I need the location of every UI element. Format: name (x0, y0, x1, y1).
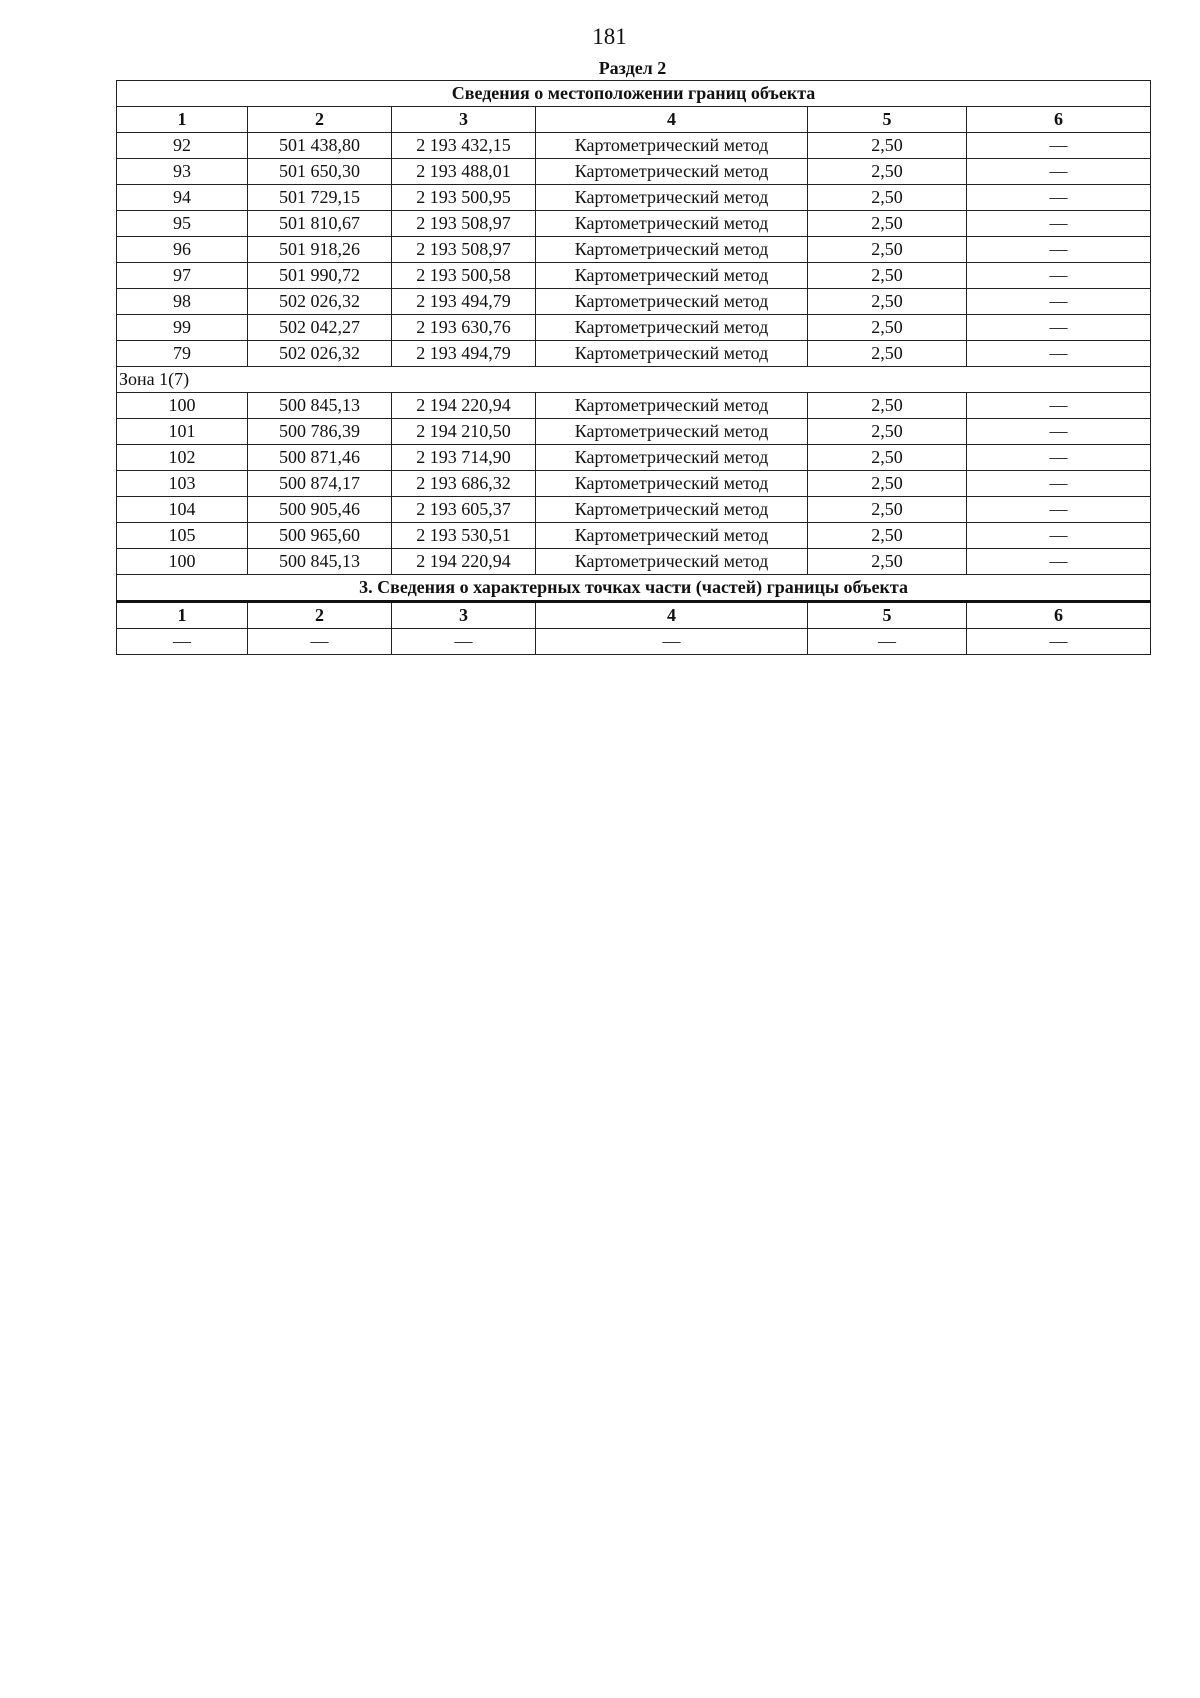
coordinate-y: 2 193 605,37 (392, 497, 536, 523)
empty-value: — (967, 629, 1151, 655)
section-title: Раздел 2 (598, 58, 667, 78)
table-row (117, 549, 1151, 575)
method: Картометрический метод (536, 185, 808, 211)
coordinate-x: 500 845,13 (248, 393, 392, 419)
description: — (967, 237, 1151, 263)
coordinate-y: 2 194 210,50 (392, 419, 536, 445)
table-row (117, 393, 1151, 419)
method: Картометрический метод (536, 133, 808, 159)
method: Картометрический метод (536, 315, 808, 341)
column-number: 5 (808, 602, 967, 629)
table-row (117, 315, 1151, 341)
method: Картометрический метод (536, 419, 808, 445)
coordinate-y: 2 193 508,97 (392, 211, 536, 237)
column-number-row (117, 107, 1151, 133)
point-number: 100 (117, 549, 248, 575)
point-number: 98 (117, 289, 248, 315)
coordinate-x: 502 042,27 (248, 315, 392, 341)
accuracy: 2,50 (808, 263, 967, 289)
accuracy: 2,50 (808, 549, 967, 575)
zone-label: Зона 1(7) (117, 367, 1151, 393)
coordinate-y: 2 193 686,32 (392, 471, 536, 497)
accuracy: 2,50 (808, 185, 967, 211)
point-number: 100 (117, 393, 248, 419)
table-row (117, 185, 1151, 211)
page-number: 181 (592, 24, 627, 49)
method: Картометрический метод (536, 289, 808, 315)
description: — (967, 185, 1151, 211)
coordinate-y: 2 193 500,58 (392, 263, 536, 289)
method: Картометрический метод (536, 159, 808, 185)
column-number: 6 (967, 107, 1151, 133)
coordinate-x: 500 786,39 (248, 419, 392, 445)
column-number: 3 (392, 107, 536, 133)
point-number: 93 (117, 159, 248, 185)
coordinate-x: 501 990,72 (248, 263, 392, 289)
table-title: Сведения о местоположении границ объекта (117, 81, 1151, 107)
description: — (967, 471, 1151, 497)
coordinate-y: 2 194 220,94 (392, 549, 536, 575)
empty-value: — (248, 629, 392, 655)
coordinate-x: 500 871,46 (248, 445, 392, 471)
table-row (117, 237, 1151, 263)
point-number: 105 (117, 523, 248, 549)
coordinate-x: 500 905,46 (248, 497, 392, 523)
column-number: 3 (392, 602, 536, 629)
empty-value: — (808, 629, 967, 655)
table-row (117, 471, 1151, 497)
subsection-title: 3. Сведения о характерных точках части (частей) границы объекта (117, 575, 1151, 602)
coordinate-x: 500 874,17 (248, 471, 392, 497)
description: — (967, 549, 1151, 575)
method: Картометрический метод (536, 211, 808, 237)
empty-value: — (392, 629, 536, 655)
accuracy: 2,50 (808, 211, 967, 237)
column-number: 6 (967, 602, 1151, 629)
table-body (117, 81, 1151, 655)
method: Картометрический метод (536, 341, 808, 367)
accuracy: 2,50 (808, 497, 967, 523)
boundaries-table (116, 80, 1151, 655)
method: Картометрический метод (536, 497, 808, 523)
coordinate-x: 501 650,30 (248, 159, 392, 185)
description: — (967, 341, 1151, 367)
description: — (967, 289, 1151, 315)
coordinate-y: 2 193 530,51 (392, 523, 536, 549)
table-row (117, 133, 1151, 159)
accuracy: 2,50 (808, 237, 967, 263)
point-number: 97 (117, 263, 248, 289)
coordinate-y: 2 193 630,76 (392, 315, 536, 341)
column-number: 5 (808, 107, 967, 133)
description: — (967, 419, 1151, 445)
coordinate-y: 2 193 488,01 (392, 159, 536, 185)
table-row (117, 419, 1151, 445)
description: — (967, 211, 1151, 237)
accuracy: 2,50 (808, 471, 967, 497)
empty-value: — (536, 629, 808, 655)
method: Картометрический метод (536, 523, 808, 549)
column-number: 4 (536, 107, 808, 133)
method: Картометрический метод (536, 393, 808, 419)
subsection-title-row (117, 575, 1151, 602)
subsection-column-number-row (117, 602, 1151, 629)
subsection-row (117, 629, 1151, 655)
coordinate-x: 501 438,80 (248, 133, 392, 159)
table-row (117, 289, 1151, 315)
column-number: 2 (248, 107, 392, 133)
description: — (967, 263, 1151, 289)
coordinate-y: 2 193 494,79 (392, 341, 536, 367)
table-row (117, 445, 1151, 471)
method: Картометрический метод (536, 263, 808, 289)
coordinate-x: 501 918,26 (248, 237, 392, 263)
point-number: 103 (117, 471, 248, 497)
accuracy: 2,50 (808, 445, 967, 471)
empty-value: — (117, 629, 248, 655)
coordinate-y: 2 193 432,15 (392, 133, 536, 159)
description: — (967, 523, 1151, 549)
accuracy: 2,50 (808, 315, 967, 341)
accuracy: 2,50 (808, 523, 967, 549)
point-number: 101 (117, 419, 248, 445)
coordinate-y: 2 193 508,97 (392, 237, 536, 263)
description: — (967, 315, 1151, 341)
description: — (967, 159, 1151, 185)
method: Картометрический метод (536, 237, 808, 263)
table-row (117, 341, 1151, 367)
column-number: 1 (117, 107, 248, 133)
method: Картометрический метод (536, 549, 808, 575)
point-number: 92 (117, 133, 248, 159)
point-number: 95 (117, 211, 248, 237)
point-number: 94 (117, 185, 248, 211)
accuracy: 2,50 (808, 393, 967, 419)
point-number: 96 (117, 237, 248, 263)
table-row (117, 497, 1151, 523)
coordinate-y: 2 193 500,95 (392, 185, 536, 211)
point-number: 102 (117, 445, 248, 471)
coordinate-x: 501 810,67 (248, 211, 392, 237)
table-row (117, 523, 1151, 549)
method: Картометрический метод (536, 445, 808, 471)
coordinate-y: 2 193 714,90 (392, 445, 536, 471)
table-row (117, 263, 1151, 289)
coordinate-y: 2 194 220,94 (392, 393, 536, 419)
point-number: 79 (117, 341, 248, 367)
coordinate-x: 502 026,32 (248, 289, 392, 315)
description: — (967, 445, 1151, 471)
accuracy: 2,50 (808, 289, 967, 315)
column-number: 4 (536, 602, 808, 629)
accuracy: 2,50 (808, 133, 967, 159)
point-number: 104 (117, 497, 248, 523)
coordinate-x: 502 026,32 (248, 341, 392, 367)
description: — (967, 133, 1151, 159)
table-title-row (117, 81, 1151, 107)
accuracy: 2,50 (808, 159, 967, 185)
table-row (117, 211, 1151, 237)
coordinate-x: 500 845,13 (248, 549, 392, 575)
accuracy: 2,50 (808, 419, 967, 445)
description: — (967, 393, 1151, 419)
point-number: 99 (117, 315, 248, 341)
coordinate-x: 501 729,15 (248, 185, 392, 211)
column-number: 2 (248, 602, 392, 629)
method: Картометрический метод (536, 471, 808, 497)
coordinate-x: 500 965,60 (248, 523, 392, 549)
coordinate-y: 2 193 494,79 (392, 289, 536, 315)
column-number: 1 (117, 602, 248, 629)
accuracy: 2,50 (808, 341, 967, 367)
table-row (117, 159, 1151, 185)
description: — (967, 497, 1151, 523)
zone-row (117, 367, 1151, 393)
